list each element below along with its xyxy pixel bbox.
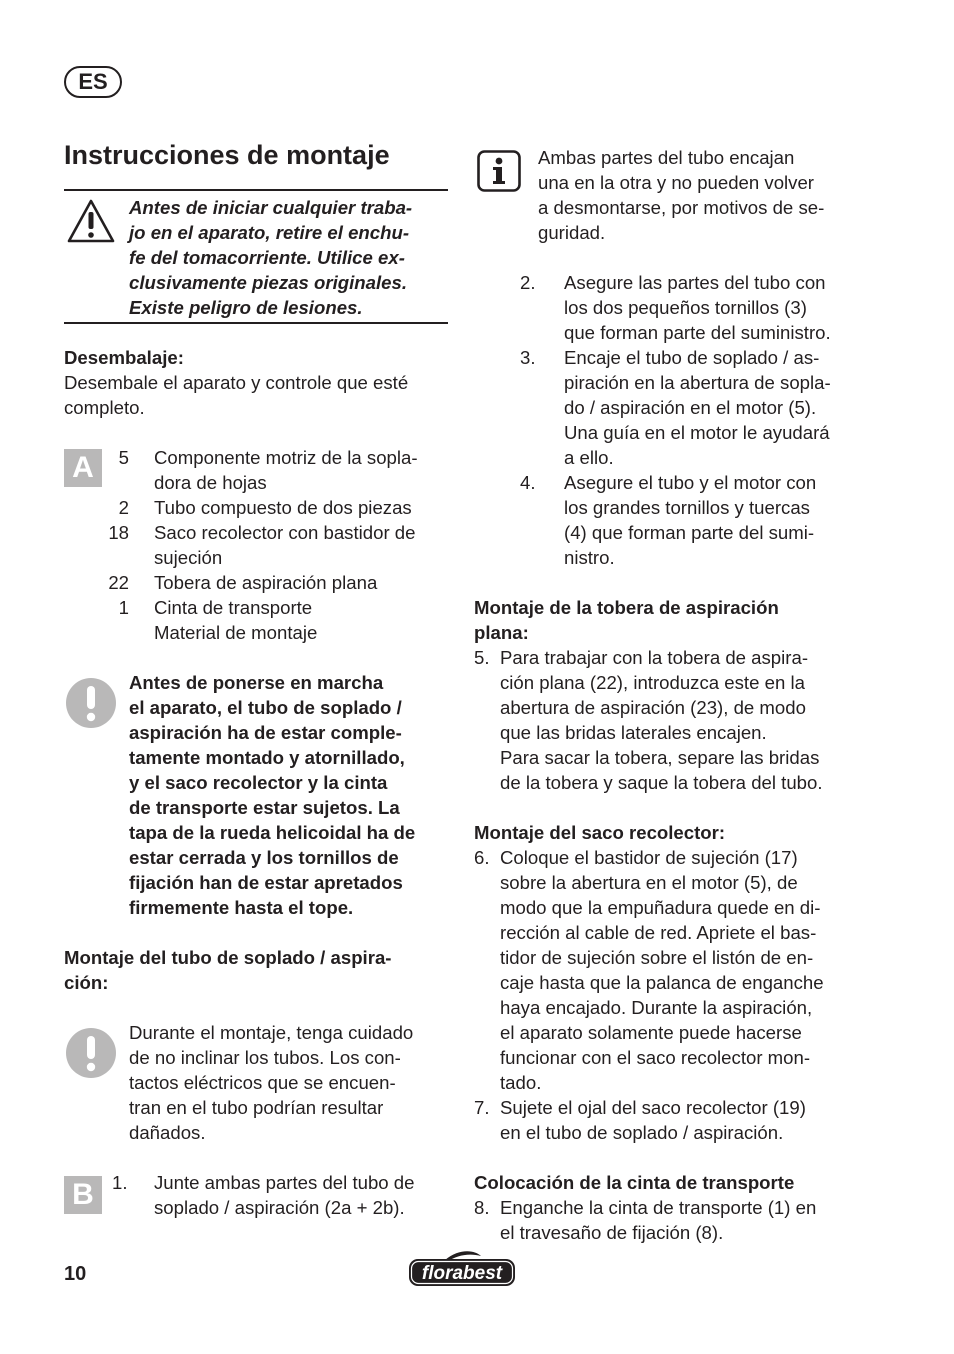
warning-text — [129, 195, 412, 320]
part-line: Saco recolector con bastidor de — [154, 522, 416, 543]
step-line: Junte ambas partes del tubo de — [154, 1172, 415, 1193]
heading-line: Montaje del tubo de soplado / aspira- — [64, 947, 392, 968]
part-qty: 2 — [118, 497, 129, 518]
part-qty: 1 — [118, 597, 129, 618]
step-line: Coloque el bastidor de sujeción (17) — [500, 847, 798, 868]
part-qty: 5 — [118, 447, 129, 468]
part-qty: 22 — [108, 572, 129, 593]
title-rule — [64, 189, 448, 191]
info-text — [538, 145, 824, 245]
step-line: en el tubo de soplado / aspiración. — [500, 1122, 784, 1143]
step-line: Enganche la cinta de transporte (1) en — [500, 1197, 817, 1218]
part-line: Tobera de aspiración plana — [154, 572, 378, 593]
warning-line: fe del tomacorriente. Utilice ex- — [129, 247, 405, 268]
heading-line: Montaje de la tobera de aspiración — [474, 597, 779, 618]
parts-list-item — [99, 445, 449, 495]
notice-line: firmemente hasta el tope. — [129, 897, 354, 918]
step-4-number: 4. — [520, 472, 536, 493]
language-badge: ES — [64, 66, 122, 98]
step-line: Para sacar la tobera, separe las bridas — [500, 747, 820, 768]
step-2-number: 2. — [520, 272, 536, 293]
notice-line: tactos eléctricos que se encuen- — [129, 1072, 396, 1093]
nozzle-heading — [474, 595, 779, 645]
step-line: soplado / aspiración (2a + 2b). — [154, 1197, 405, 1218]
step-line: rección al cable de red. Apriete el bas- — [500, 922, 817, 943]
part-line: Tubo compuesto de dos piezas — [154, 497, 412, 518]
step-line: funcionar con el saco recolector mon- — [500, 1047, 811, 1068]
notice-line: tamente montado y atornillado, — [129, 747, 405, 768]
tube-assembly-heading — [64, 945, 392, 995]
notice-line: de no inclinar los tubos. Los con- — [129, 1047, 401, 1068]
notice-text — [129, 1020, 413, 1145]
step-line: el travesaño de fijación (8). — [500, 1222, 724, 1243]
parts-list-item — [99, 520, 449, 570]
bag-heading: Montaje del saco recolector: — [474, 822, 726, 843]
notice-line: y el saco recolector y la cinta — [129, 772, 388, 793]
step-1-text — [154, 1170, 415, 1220]
page-title: Instrucciones de montaje — [64, 140, 390, 170]
step-2-text — [564, 270, 831, 345]
part-qty: 18 — [108, 522, 129, 543]
step-line: de la tobera y saque la tobera del tubo. — [500, 772, 823, 793]
exclamation-icon — [66, 1028, 116, 1078]
notice-line: tran en el tubo podrían resultar — [129, 1097, 384, 1118]
info-icon — [477, 150, 521, 192]
parts-list-item — [99, 570, 449, 595]
step-8-text — [500, 1195, 816, 1245]
parts-list-item — [99, 620, 449, 645]
notice-line: tapa de la rueda helicoidal ha de — [129, 822, 416, 843]
notice-line: de transporte estar sujetos. La — [129, 797, 400, 818]
unpacking-heading: Desembalaje: — [64, 347, 184, 368]
info-line: una en la otra y no pueden volver — [538, 172, 815, 193]
warning-line: Existe peligro de lesiones. — [129, 297, 363, 318]
part-line: Cinta de transporte — [154, 597, 313, 618]
step-7-text — [500, 1095, 806, 1145]
step-3-text — [564, 345, 831, 470]
step-line: Asegure el tubo y el motor con — [564, 472, 817, 493]
notice-line: fijación han de estar apretados — [129, 872, 403, 893]
figure-b-label: B — [64, 1176, 102, 1214]
step-3-number: 3. — [520, 347, 536, 368]
page-number: 10 — [64, 1263, 87, 1285]
parts-list-item — [99, 495, 449, 520]
step-5-number: 5. — [474, 647, 490, 668]
part-line: dora de hojas — [154, 472, 267, 493]
notice-line: dañados. — [129, 1122, 206, 1143]
step-line: abertura de aspiración (23), de modo — [500, 697, 806, 718]
notice-line: aspiración ha de estar comple- — [129, 722, 402, 743]
step-line: el aparato solamente puede hacerse — [500, 1022, 802, 1043]
step-line: haya encajado. Durante la aspiración, — [500, 997, 813, 1018]
unpacking-line: Desembale el aparato y controle que esté — [64, 372, 409, 393]
unpacking-section — [64, 345, 408, 420]
part-line: Componente motriz de la sopla- — [154, 447, 418, 468]
step-line: que las bridas laterales encajen. — [500, 722, 767, 743]
logo-text: florabest — [421, 1263, 503, 1284]
part-line: sujeción — [154, 547, 223, 568]
step-line: Sujete el ojal del saco recolector (19) — [500, 1097, 806, 1118]
warning-line: Antes de iniciar cualquier traba- — [129, 197, 413, 218]
warning-line: jo en el aparato, retire el enchu- — [129, 222, 410, 243]
step-line: ción plana (22), introduzca este en la — [500, 672, 805, 693]
step-line: (4) que forman parte del sumi- — [564, 522, 815, 543]
part-qty — [99, 620, 129, 645]
parts-list — [99, 445, 449, 645]
notice-line: Antes de ponerse en marcha — [129, 672, 384, 693]
warning-triangle-icon — [66, 198, 116, 244]
step-line: tidor de sujeción sobre el listón de en- — [500, 947, 814, 968]
step-1-number: 1. — [112, 1172, 128, 1193]
step-8-number: 8. — [474, 1197, 490, 1218]
step-line: Para trabajar con la tobera de aspira- — [500, 647, 809, 668]
step-7-number: 7. — [474, 1097, 490, 1118]
notice-line: el aparato, el tubo de soplado / — [129, 697, 402, 718]
step-line: do / aspiración en el motor (5). — [564, 397, 817, 418]
step-5-text — [500, 645, 823, 795]
step-line: los grandes tornillos y tuercas — [564, 497, 810, 518]
notice-line: Durante el montaje, tenga cuidado — [129, 1022, 414, 1043]
parts-list-item — [99, 595, 449, 620]
exclamation-icon — [66, 678, 116, 728]
step-line: caje hasta que la palanca de enganche — [500, 972, 824, 993]
step-line: modo que la empuñadura quede en di- — [500, 897, 821, 918]
step-line: a ello. — [564, 447, 614, 468]
step-line: Asegure las partes del tubo con — [564, 272, 826, 293]
heading-line: ción: — [64, 972, 109, 993]
florabest-logo — [407, 1250, 517, 1288]
info-line: a desmontarse, por motivos de se- — [538, 197, 825, 218]
step-line: que forman parte del suministro. — [564, 322, 831, 343]
warning-rule — [64, 322, 448, 324]
notice-line: estar cerrada y los tornillos de — [129, 847, 399, 868]
strap-heading: Colocación de la cinta de transporte — [474, 1172, 795, 1193]
figure-a-label: A — [64, 449, 102, 487]
step-line: Encaje el tubo de soplado / as- — [564, 347, 820, 368]
warning-line: clusivamente piezas originales. — [129, 272, 407, 293]
info-line: Ambas partes del tubo encajan — [538, 147, 795, 168]
unpacking-line: completo. — [64, 397, 145, 418]
step-line: los dos pequeños tornillos (3) — [564, 297, 807, 318]
info-line: guridad. — [538, 222, 606, 243]
step-6-text — [500, 845, 824, 1095]
step-line: sobre la abertura en el motor (5), de — [500, 872, 798, 893]
step-line: piración en la abertura de sopla- — [564, 372, 831, 393]
notice-text — [129, 670, 415, 920]
step-line: tado. — [500, 1072, 542, 1093]
step-6-number: 6. — [474, 847, 490, 868]
heading-line: plana: — [474, 622, 529, 643]
part-line: Material de montaje — [154, 622, 318, 643]
step-line: Una guía en el motor le ayudará — [564, 422, 830, 443]
step-line: nistro. — [564, 547, 615, 568]
step-4-text — [564, 470, 816, 570]
